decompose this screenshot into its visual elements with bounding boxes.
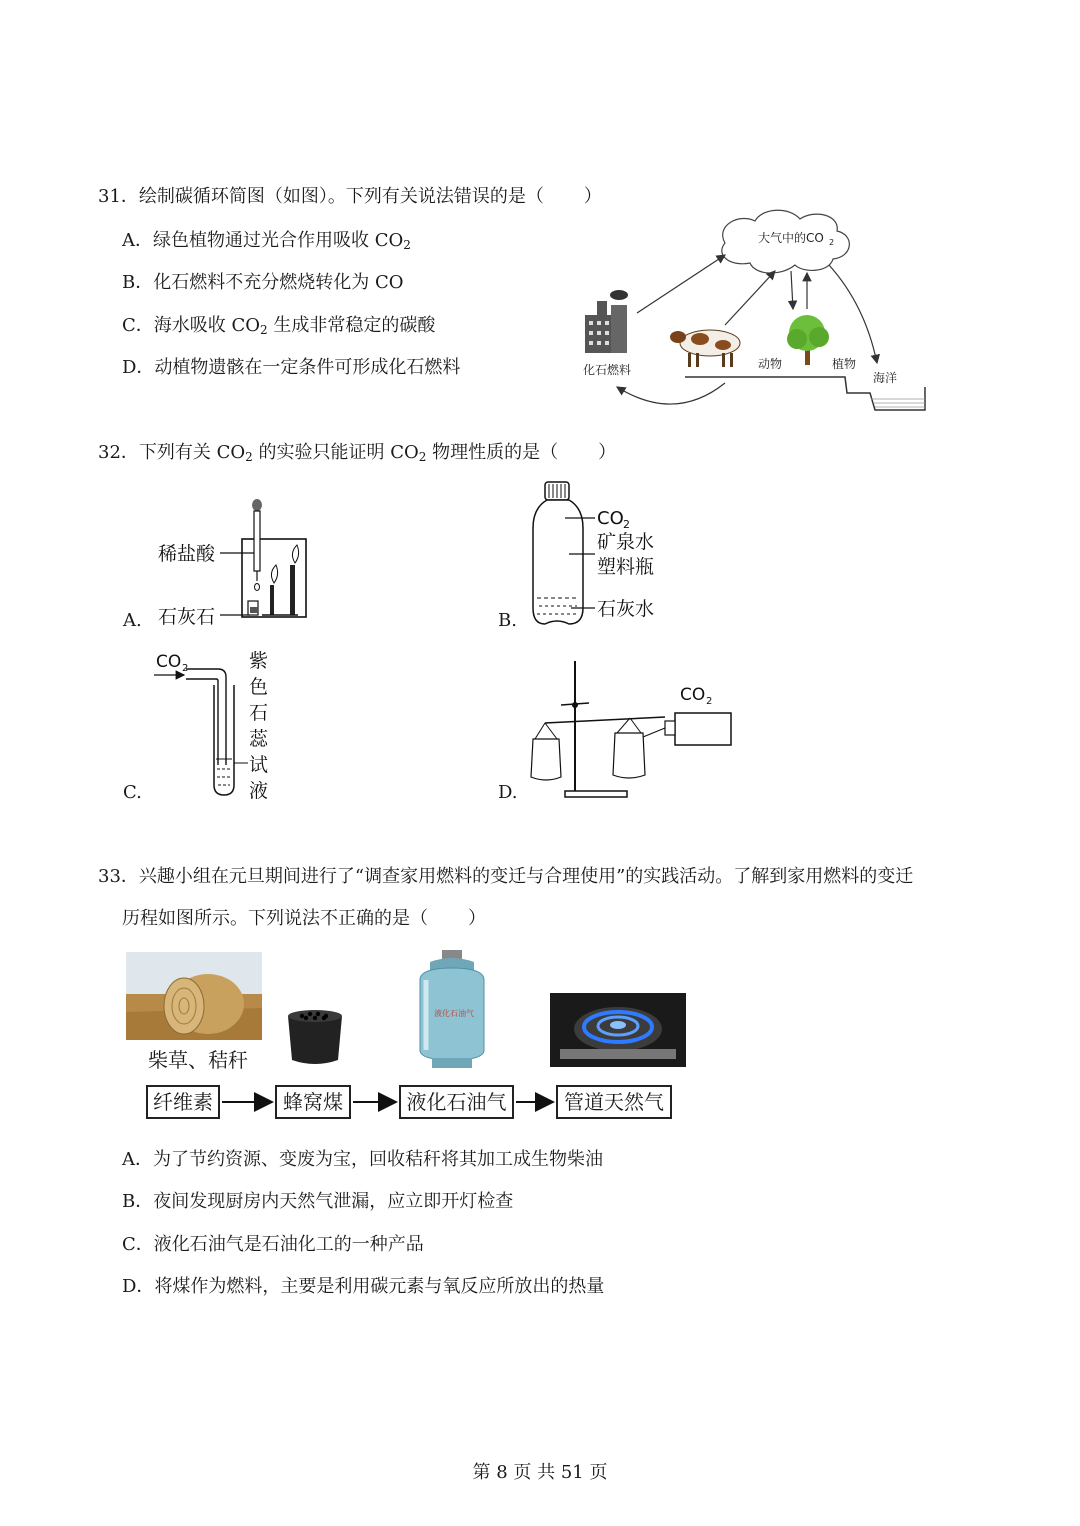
atmosphere-label: 大气中的CO bbox=[758, 231, 824, 245]
cow-icon bbox=[670, 330, 740, 367]
q31-option-d: D．动植物遗骸在一定条件可形成化石燃料 bbox=[122, 357, 461, 378]
straw-bale-image bbox=[126, 952, 262, 1040]
bottle-label-2: 塑料瓶 bbox=[597, 556, 655, 578]
factory-icon bbox=[585, 290, 628, 353]
svg-text:2: 2 bbox=[182, 663, 189, 674]
co2-label-c: CO bbox=[156, 652, 182, 672]
candle-tall bbox=[290, 565, 295, 615]
flow-box-lpg: 液化石油气 bbox=[399, 1085, 514, 1119]
svg-text:试: 试 bbox=[249, 754, 269, 776]
arrow-air-to-plant bbox=[791, 271, 793, 309]
stand-base bbox=[565, 791, 627, 797]
flow-box-honeycomb-coal: 蜂窝煤 bbox=[275, 1085, 351, 1119]
q32-stem: 32．下列有关 $CO_2$ 的实验只能证明 $CO_2$ 物理性质的是（ ） bbox=[98, 442, 617, 464]
apparatus-d bbox=[525, 655, 745, 805]
svg-text:液: 液 bbox=[249, 780, 269, 802]
acid-label: 稀盐酸 bbox=[158, 543, 216, 565]
right-bag bbox=[613, 733, 645, 778]
ocean-waves bbox=[871, 399, 925, 407]
straw-caption: 柴草、秸秆 bbox=[148, 1048, 248, 1072]
q31-stem bbox=[98, 182, 602, 208]
svg-text:2: 2 bbox=[623, 518, 630, 531]
arrow-remains-to-fossil bbox=[617, 383, 725, 404]
arrow-fossil-to-air bbox=[637, 255, 725, 313]
q33-option-d: D．将煤作为燃料，主要是利用碳元素与氧反应所放出的热量 bbox=[122, 1276, 605, 1297]
tree-icon bbox=[787, 315, 829, 365]
q31-option-c: C．海水吸收 $CO_2$ 生成非常稳定的碳酸 bbox=[122, 315, 436, 337]
apparatus-b bbox=[525, 478, 675, 630]
q33-stem-line2: 历程如图所示。下列说法不正确的是（ ） bbox=[122, 908, 486, 929]
arrow-air-to-ocean bbox=[829, 265, 877, 363]
reagent-label-vertical bbox=[249, 650, 269, 802]
fossil-label: 化石燃料 bbox=[583, 363, 632, 377]
q32-option-a-letter: A. bbox=[123, 610, 142, 631]
q33-option-c: C．液化石油气是石油化工的一种产品 bbox=[122, 1234, 424, 1255]
ocean-label: 海洋 bbox=[873, 371, 898, 385]
q31-option-a: A．绿色植物通过光合作用吸收 $CO_2$ bbox=[122, 230, 411, 252]
apparatus-c bbox=[150, 645, 290, 805]
q31-option-b: B．化石燃料不充分燃烧转化为 CO bbox=[122, 272, 404, 293]
left-bag bbox=[531, 739, 561, 780]
q31-stem-text: 31．绘制碳循环简图（如图）。下列有关说法错误的是（ bbox=[98, 186, 544, 207]
test-tube bbox=[214, 685, 234, 795]
plant-label: 植物 bbox=[832, 357, 857, 371]
honeycomb-coal-image bbox=[282, 1008, 348, 1068]
flow-box-natural-gas: 管道天然气 bbox=[556, 1085, 672, 1119]
limewater-label: 石灰水 bbox=[597, 598, 655, 620]
flow-arrows bbox=[0, 1090, 1080, 1114]
q31-stem-close: ） bbox=[583, 186, 602, 207]
q33-option-a: A．为了节约资源、变废为宝，回收秸秆将其加工成生物柴油 bbox=[122, 1149, 603, 1170]
co2-label-d: CO bbox=[680, 685, 706, 705]
svg-text:色: 色 bbox=[249, 676, 269, 698]
q32-option-b-letter: B. bbox=[498, 610, 517, 631]
apparatus-a bbox=[150, 495, 320, 625]
animal-label: 动物 bbox=[758, 357, 783, 371]
dropper bbox=[254, 511, 260, 571]
svg-text:石: 石 bbox=[249, 702, 269, 724]
cylinder-label: 液化石油气 bbox=[434, 1009, 474, 1018]
gas-stove-image bbox=[550, 993, 686, 1067]
co2-cylinder bbox=[675, 713, 731, 745]
svg-text:2: 2 bbox=[706, 696, 713, 707]
q33-stem-line1: 33．兴趣小组在元旦期间进行了“调查家用燃料的变迁与合理使用”的实践活动。了解到家用燃料的变迁 bbox=[98, 866, 914, 887]
svg-text:紫: 紫 bbox=[249, 650, 269, 672]
q32-option-c-letter: C. bbox=[123, 782, 142, 803]
page-footer: 第 8 页 共 51 页 bbox=[472, 1462, 608, 1483]
bottle-label-1: 矿泉水 bbox=[597, 531, 655, 553]
atmosphere-sub: 2 bbox=[829, 238, 835, 247]
q32-option-d-letter: D. bbox=[498, 782, 518, 803]
flow-box-cellulose: 纤维素 bbox=[146, 1085, 220, 1119]
dropper-bulb bbox=[252, 499, 262, 511]
atmosphere-cloud bbox=[722, 210, 850, 273]
balance-beam bbox=[545, 717, 665, 723]
carbon-cycle-diagram bbox=[575, 205, 935, 420]
q33-option-b: B．夜间发现厨房内天然气泄漏，应立即开灯检查 bbox=[122, 1191, 514, 1212]
candle-short bbox=[270, 585, 274, 615]
arrow-animal-to-air bbox=[725, 271, 775, 325]
gas-cylinder-image bbox=[412, 950, 492, 1070]
limestone-label: 石灰石 bbox=[158, 606, 216, 625]
svg-text:蕊: 蕊 bbox=[249, 728, 269, 750]
co2-label-b: CO bbox=[597, 508, 624, 529]
